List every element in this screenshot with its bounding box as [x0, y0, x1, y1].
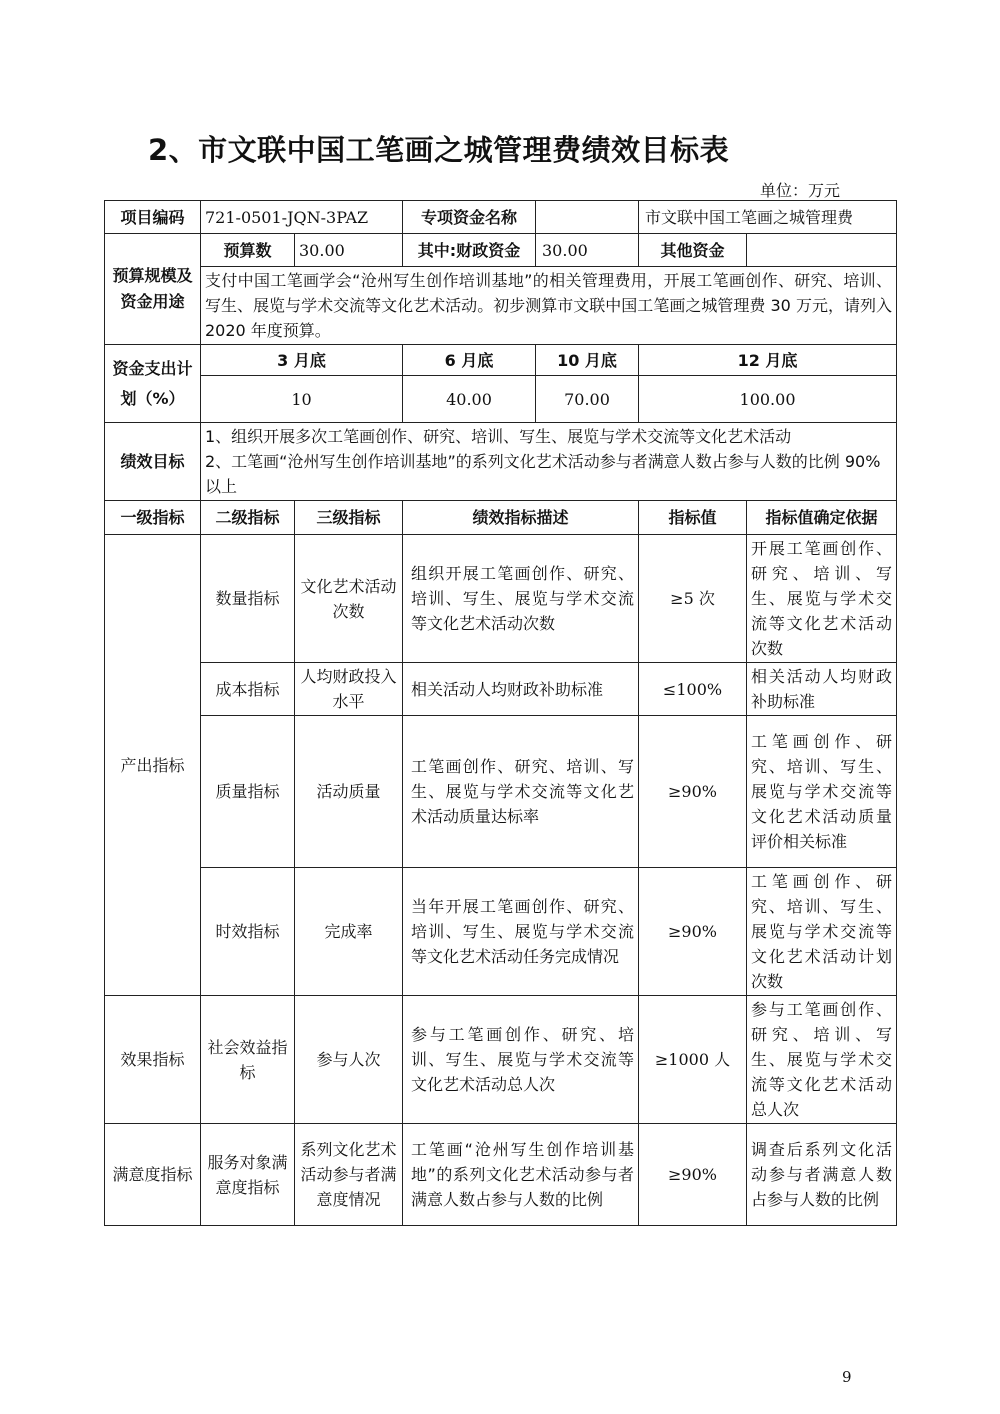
header-level2: 二级指标: [201, 501, 295, 535]
basis-cell: 工笔画创作、研究、培训、写生、展览与学术交流等文化艺术活动质量评价相关标准: [747, 716, 897, 868]
value-cell: ≥90%: [639, 868, 747, 996]
plan-value-mar: 10: [201, 376, 403, 423]
plan-header-jun: 6 月底: [403, 345, 536, 375]
indicator-row: [105, 535, 897, 663]
header-value: 指标值: [639, 501, 747, 535]
plan-value-mid: [403, 376, 639, 423]
value-cell: ≤100%: [639, 663, 747, 716]
other-fund-value: [747, 234, 897, 267]
unit-label: 单位：万元: [760, 181, 841, 200]
level1-effect: 效果指标: [105, 996, 201, 1124]
budget-usage-text: 支付中国工笔画学会“沧州写生创作培训基地”的相关管理费用，开展工笔画创作、研究、培训、写生、展览与学术交流等文化艺术活动。初步测算市文联中国工笔画之城管理费 30 万元，请列入 2020 年度预算。: [201, 267, 897, 345]
level1-output: 产出指标: [105, 535, 201, 996]
project-code-value: 721-0501-JQN-3PAZ: [201, 201, 403, 234]
level1-satisfaction: 满意度指标: [105, 1124, 201, 1226]
basis-cell: 工笔画创作、研究、培训、写生、展览与学术交流等文化艺术活动计划次数: [747, 868, 897, 996]
plan-header-dec: 12 月底: [639, 345, 897, 376]
header-level3: 三级指标: [295, 501, 403, 535]
project-code-label: 项目编码: [105, 201, 201, 234]
desc-cell: 组织开展工笔画创作、研究、培训、写生、展览与学术交流等文化艺术活动次数: [403, 535, 639, 663]
goals-label: 绩效目标: [105, 423, 201, 501]
project-row: [105, 201, 897, 234]
indicator-header-row: [105, 501, 897, 535]
level2-cell: 服务对象满意度指标: [201, 1124, 295, 1226]
value-cell: ≥90%: [639, 716, 747, 868]
level2-cell: 质量指标: [201, 716, 295, 868]
desc-cell: 当年开展工笔画创作、研究、培训、写生、展览与学术交流等文化艺术活动任务完成情况: [403, 868, 639, 996]
plan-value-dec: 100.00: [639, 376, 897, 423]
goals-row: [105, 423, 897, 501]
fund-name-label: 专项资金名称: [403, 201, 536, 233]
plan-header-oct: 10 月底: [557, 350, 617, 370]
budget-section-label: 预算规模及资金用途: [105, 234, 201, 345]
page-title: 2、市文联中国工笔画之城管理费绩效目标表: [148, 133, 730, 167]
level3-cell: 活动质量: [295, 716, 403, 868]
basis-cell: 相关活动人均财政补助标准: [747, 663, 897, 716]
budget-row: [105, 234, 897, 267]
plan-header-mid: [403, 345, 639, 376]
desc-cell: 参与工笔画创作、研究、培训、写生、展览与学术交流等文化艺术活动总人次: [403, 996, 639, 1124]
desc-cell: 工笔画创作、研究、培训、写生、展览与学术交流等文化艺术活动质量达标率: [403, 716, 639, 868]
level2-cell: 数量指标: [201, 535, 295, 663]
level3-cell: 文化艺术活动次数: [295, 535, 403, 663]
fiscal-value: 30.00: [542, 240, 588, 260]
indicator-row: [105, 996, 897, 1124]
basis-cell: 参与工笔画创作、研究、培训、写生、展览与学术交流等文化艺术活动总人次: [747, 996, 897, 1124]
level2-cell: 成本指标: [201, 663, 295, 716]
level3-cell: 参与人次: [295, 996, 403, 1124]
indicator-row: [105, 663, 897, 716]
value-cell: ≥1000 人: [639, 996, 747, 1124]
level3-cell: 人均财政投入水平: [295, 663, 403, 716]
fund-name-cell: [403, 201, 639, 234]
value-cell: ≥5 次: [639, 535, 747, 663]
performance-target-table: [104, 200, 897, 1226]
goals-text: [201, 423, 897, 501]
plan-value-jun: 40.00: [403, 376, 536, 422]
indicator-row: [105, 716, 897, 868]
desc-cell: 相关活动人均财政补助标准: [403, 663, 639, 716]
level2-cell: 社会效益指标: [201, 996, 295, 1124]
goal-line-2: 2、工笔画“沧州写生创作培训基地”的系列文化艺术活动参与者满意人数占参与人数的比例 90%以上: [205, 452, 881, 496]
value-cell: ≥90%: [639, 1124, 747, 1226]
level3-cell: 完成率: [295, 868, 403, 996]
header-desc: 绩效指标描述: [403, 501, 639, 535]
desc-cell: 工笔画“沧州写生创作培训基地”的系列文化艺术活动参与者满意人数占参与人数的比例: [403, 1124, 639, 1226]
indicator-row: [105, 868, 897, 996]
usage-row: [105, 267, 897, 345]
fiscal-label: 其中:财政资金: [403, 234, 536, 266]
plan-header-mar: 3 月底: [201, 345, 403, 376]
fund-name-value: 市文联中国工笔画之城管理费: [639, 201, 897, 234]
header-level1: 一级指标: [105, 501, 201, 535]
basis-cell: 调查后系列文化活动参与者满意人数占参与人数的比例: [747, 1124, 897, 1226]
basis-cell: 开展工笔画创作、研究、培训、写生、展览与学术交流等文化艺术活动次数: [747, 535, 897, 663]
page-number: 9: [842, 1368, 852, 1386]
indicator-row: [105, 1124, 897, 1226]
budget-value: 30.00: [295, 234, 403, 267]
other-fund-label: 其他资金: [639, 234, 747, 267]
level3-cell: 系列文化艺术活动参与者满意度情况: [295, 1124, 403, 1226]
fiscal-cell: [403, 234, 639, 267]
budget-label: 预算数: [201, 234, 295, 267]
plan-section-label: 资金支出计划（%）: [105, 345, 201, 423]
plan-header-row: [105, 345, 897, 376]
header-basis: 指标值确定依据: [747, 501, 897, 535]
level2-cell: 时效指标: [201, 868, 295, 996]
plan-value-oct: 70.00: [564, 389, 610, 409]
plan-value-row: [105, 376, 897, 423]
goal-line-1: 1、组织开展多次工笔画创作、研究、培训、写生、展览与学术交流等文化艺术活动: [205, 427, 792, 446]
